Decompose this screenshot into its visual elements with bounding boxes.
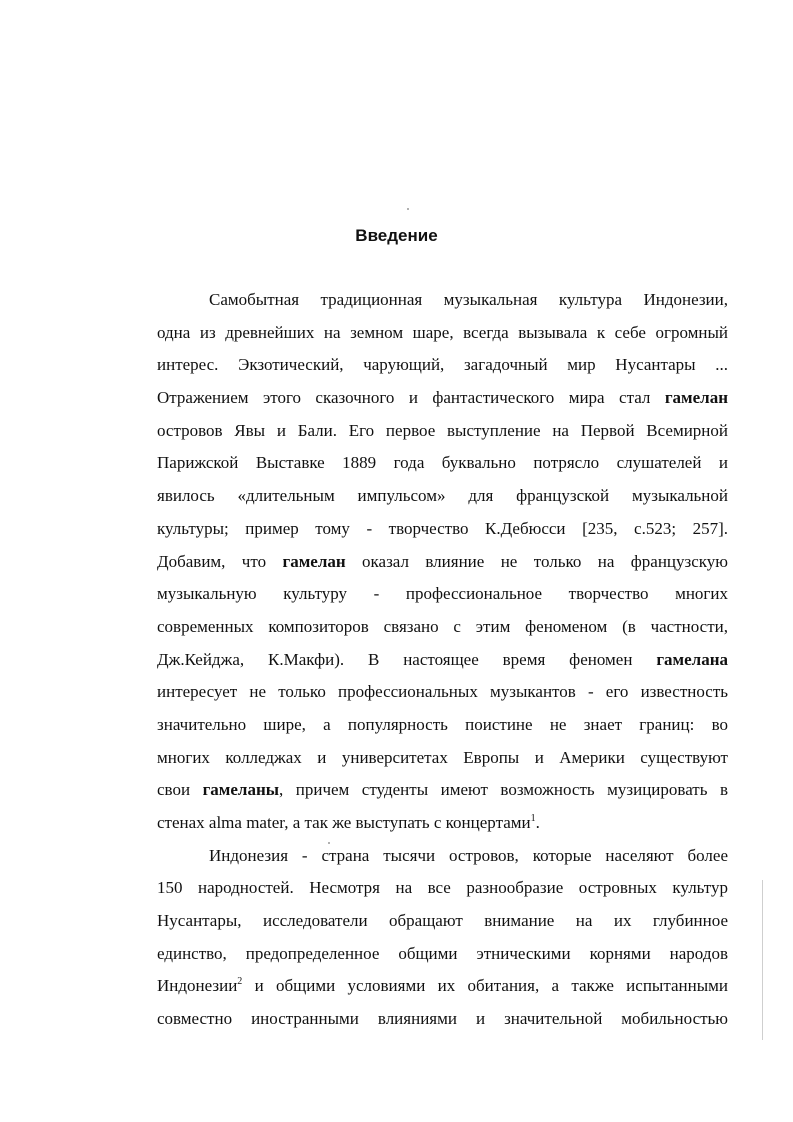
bold-term: гамелана [656, 649, 728, 669]
text-line: Самобытная традиционная музыкальная культура Индонезии, [209, 290, 728, 309]
text-line: свои гамеланы, причем студенты имеют возможность музицировать в [157, 780, 729, 800]
bold-term: гамеланы [202, 780, 280, 800]
bold-term: гамелан [664, 388, 728, 408]
footnote-marker: 2 [237, 976, 243, 988]
text-line: совместно иностранными влияниями и значительной мобильностью [157, 1009, 728, 1029]
text-line: Нусантары, исследователи обращают внимание на их глубинное [157, 911, 728, 931]
text-line: явилось «длительным импульсом» для французской музыкальной [157, 486, 728, 506]
scan-edge [762, 880, 763, 1040]
text-line: 150 народностей. Несмотря на все разнообразие островных культур [157, 878, 728, 898]
scan-speck [407, 208, 409, 210]
text-line: культуры; пример тому - творчество К.Дебюсси [235, с.523; 257]. [157, 518, 728, 538]
text-line: современных композиторов связано с этим феноменом (в частности, [157, 616, 728, 636]
text-line: Отражением этого сказочного и фантастического мира стал гамелан [157, 388, 728, 408]
text-line: Индонезии$^2$ и общими условиями их обитания, а также испытанными [157, 976, 728, 996]
text-line: Дж.Кейджа, К.Макфи). В настоящее время феномен гамелана [157, 649, 728, 669]
text-line: стенах alma mater, а так же выступать с концертами$^1$. [157, 813, 540, 832]
text-line: Парижской Выставке 1889 года буквально потрясло слушателей и [157, 453, 728, 473]
text-line: Добавим, что гамелан оказал влияние не только на французскую [157, 551, 729, 571]
page-title: Введение [355, 226, 438, 245]
text-line: интересует не только профессиональных музыкантов - его известность [157, 682, 728, 702]
text-line: островов Явы и Бали. Его первое выступление на Первой Всемирной [157, 420, 728, 440]
text-line: Индонезия - страна тысячи островов, которые населяют более [209, 845, 728, 865]
body-text [157, 284, 728, 1036]
text-line: одна из древнейших на земном шаре, всегда вызывала к себе огромный [157, 322, 728, 342]
text-line: многих колледжах и университетах Европы и Америки существуют [157, 747, 728, 767]
footnote-marker: 1 [530, 813, 536, 824]
bold-term: гамелан [282, 551, 346, 571]
text-line: интерес. Экзотический, чарующий, загадочный мир Нусантары ... [157, 355, 728, 375]
text-line: единство, предопределенное общими этническими корнями народов [157, 943, 728, 963]
text-line: музыкальную культуру - профессиональное творчество многих [157, 584, 728, 604]
text-line: значительно шире, а популярность поистине не знает границ: во [157, 714, 728, 734]
scan-speck [328, 842, 330, 844]
